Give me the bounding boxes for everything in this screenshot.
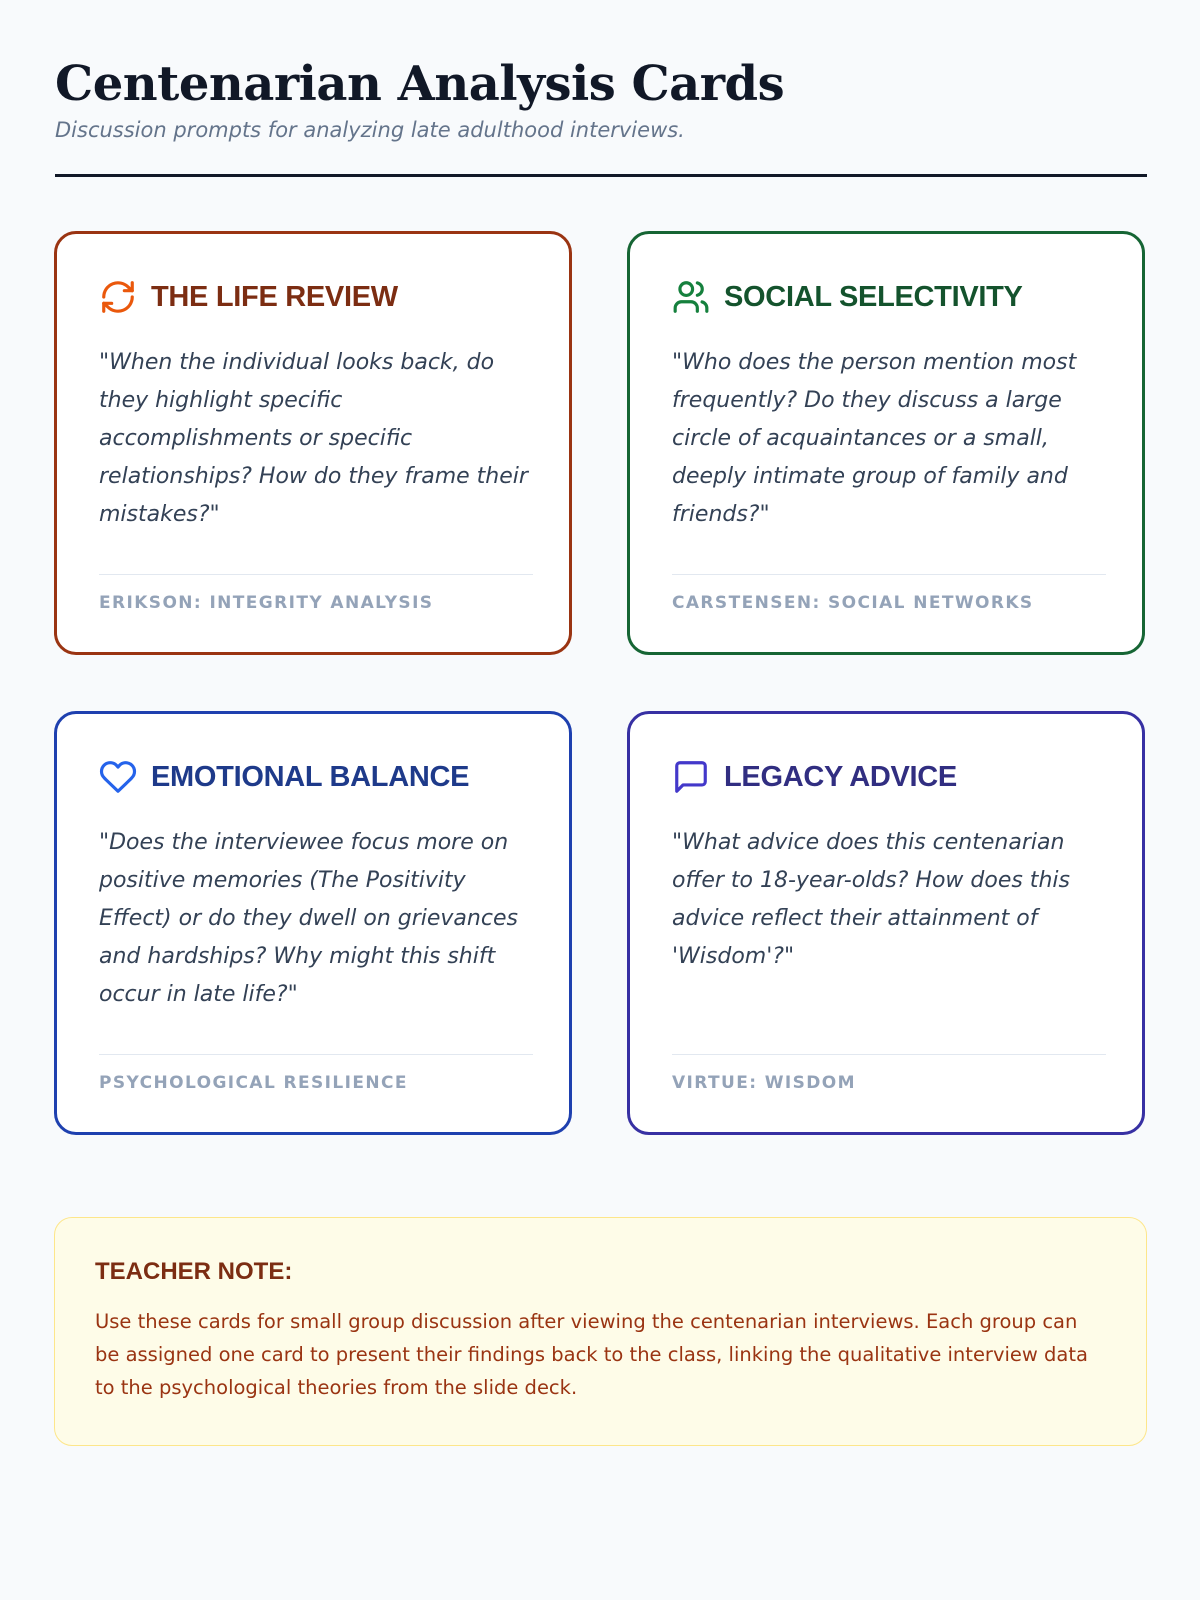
card-divider	[672, 574, 1106, 575]
card-emotional-balance	[54, 711, 572, 1135]
card-divider	[99, 574, 533, 575]
card-header	[99, 758, 469, 796]
card-prompt: "What advice does this centenarian offer to 18-year-olds? How does this advice reflect their attainment of 'Wisdom'?"	[672, 830, 1070, 969]
card-legacy-advice	[627, 711, 1145, 1135]
page-subtitle: Discussion prompts for analyzing late adulthood interviews.	[55, 118, 685, 142]
card-theory-label: PSYCHOLOGICAL RESILIENCE	[99, 1073, 408, 1093]
card-prompt: "Who does the person mention most frequently? Do they discuss a large circle of acquaintances or a small, deeply intimate group of family and friends?"	[672, 350, 1077, 527]
card-title: EMOTIONAL BALANCE	[151, 761, 470, 793]
card-header	[672, 278, 1023, 316]
card-prompt: "When the individual looks back, do they highlight specific accomplishments or specific relationships? How do they frame their mistakes?"	[99, 350, 528, 527]
teacher-note-title: TEACHER NOTE:	[95, 1258, 293, 1285]
card-title: LEGACY ADVICE	[724, 761, 957, 793]
teacher-note	[54, 1217, 1147, 1446]
card-life-review	[54, 231, 572, 655]
page-header	[55, 52, 1147, 144]
refresh-icon	[99, 278, 137, 316]
card-theory-label: ERIKSON: INTEGRITY ANALYSIS	[99, 593, 434, 613]
page-title: Centenarian Analysis Cards	[55, 56, 785, 112]
card-header	[99, 278, 398, 316]
card-title: THE LIFE REVIEW	[151, 281, 398, 313]
heart-icon	[99, 758, 137, 796]
card-social-selectivity	[627, 231, 1145, 655]
card-theory-label: VIRTUE: WISDOM	[672, 1073, 856, 1093]
card-prompt: "Does the interviewee focus more on positive memories (The Positivity Effect) or do they dwell on grievances and hardships? Why might this shift occur in late life?"	[99, 830, 518, 1007]
card-title: SOCIAL SELECTIVITY	[724, 281, 1023, 313]
card-theory-label: CARSTENSEN: SOCIAL NETWORKS	[672, 593, 1034, 613]
header-divider	[55, 174, 1147, 177]
card-divider	[672, 1054, 1106, 1055]
message-icon	[672, 758, 710, 796]
teacher-note-text: Use these cards for small group discussion after viewing the centenarian interviews. Each group can be assigned one card to present their findings back to the class, linking the qualitative interview data to the psychological theories from the slide deck.	[95, 1310, 1088, 1399]
card-header	[672, 758, 957, 796]
users-icon	[672, 278, 710, 316]
card-divider	[99, 1054, 533, 1055]
